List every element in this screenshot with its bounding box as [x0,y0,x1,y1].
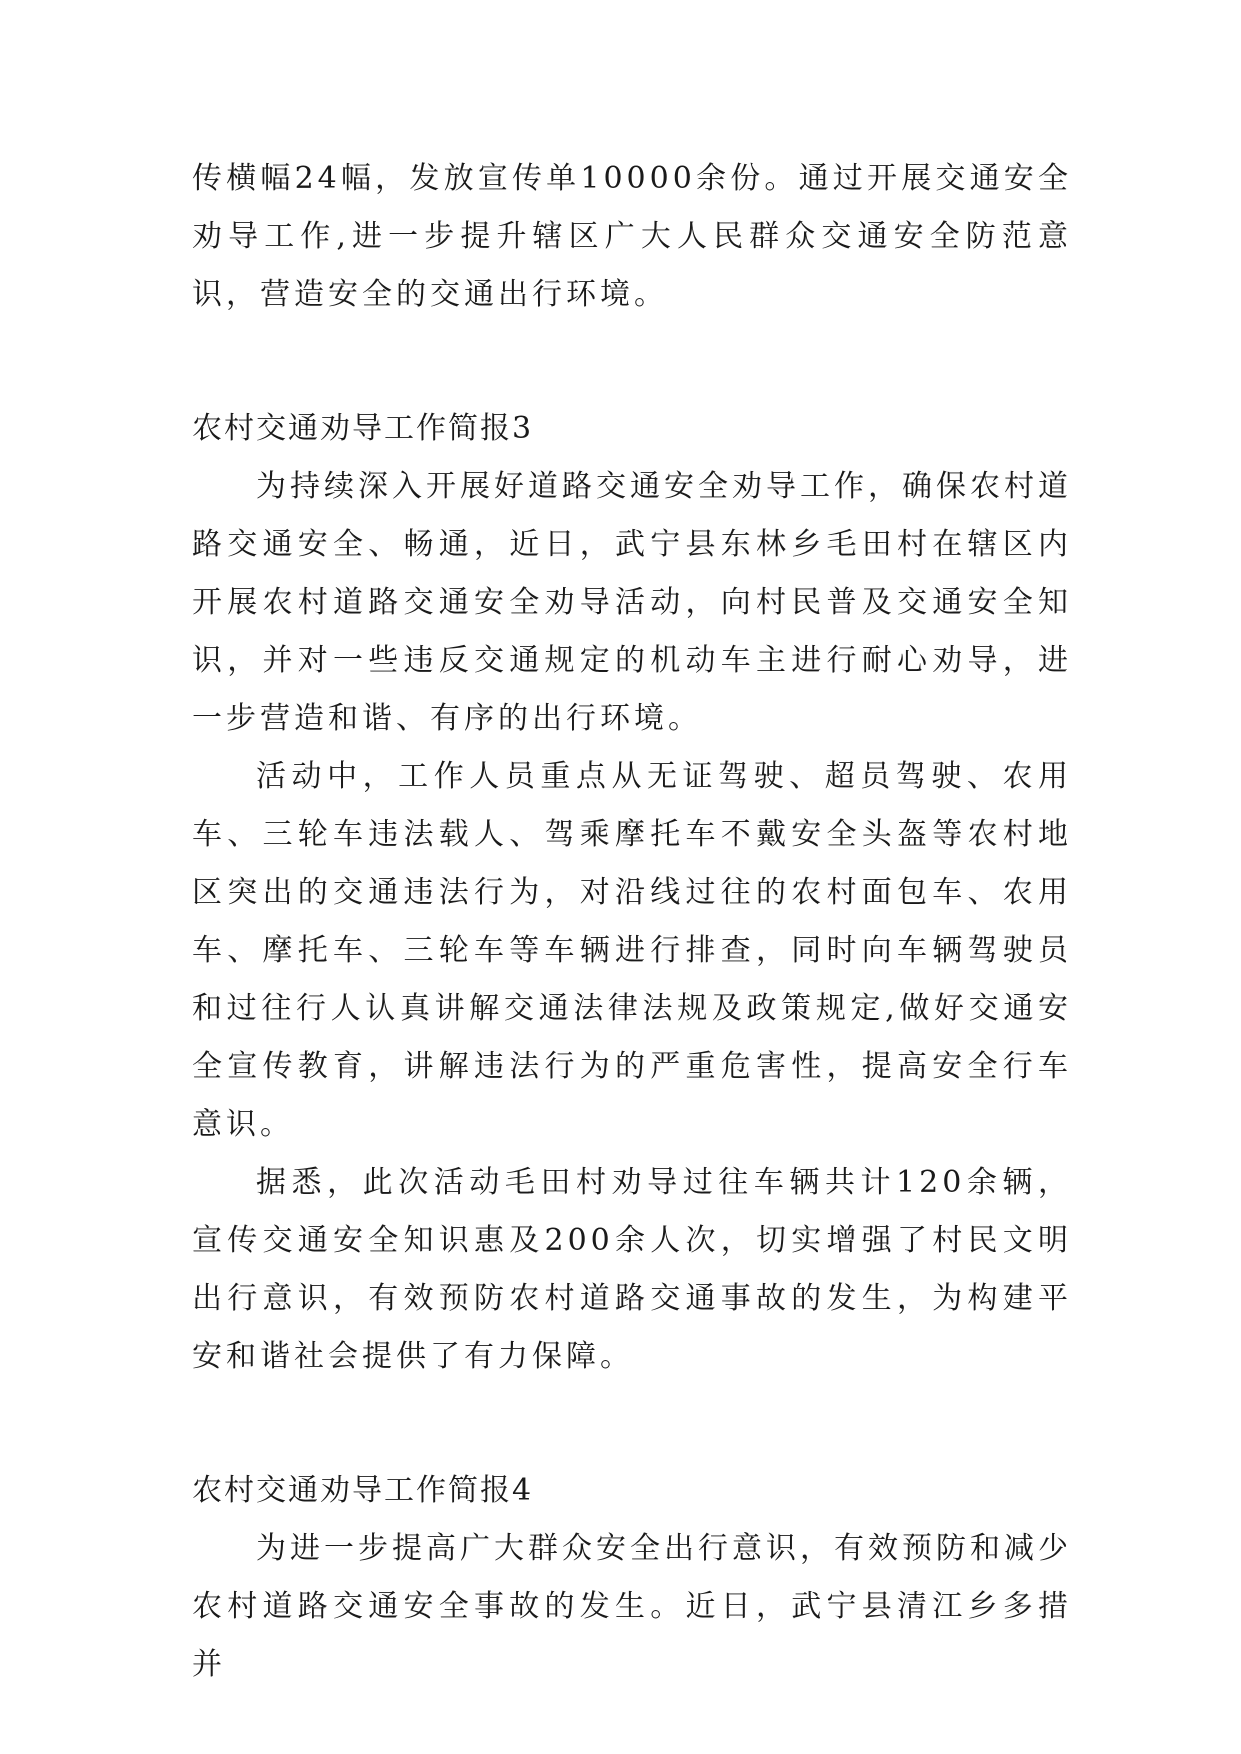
opening-paragraph: 传横幅24幅，发放宣传单10000余份。通过开展交通安全劝导工作,进一步提升辖区广大人民群众交通安全防范意识，营造安全的交通出行环境。 [192,161,1072,312]
section-3-paragraph-3: 据悉，此次活动毛田村劝导过往车辆共计120余辆，宣传交通安全知识惠及200余人次，切实增强了村民文明出行意识，有效预防农村道路交通事故的发生，为构建平安和谐社会提供了有力保障。 [192,1165,1072,1374]
section-3-paragraph-1: 为持续深入开展好道路交通安全劝导工作，确保农村道路交通安全、畅通，近日，武宁县东林乡毛田村在辖区内开展农村道路交通安全劝导活动，向村民普及交通安全知识，并对一些违反交通规定的机动车主进行耐心劝导，进一步营造和谐、有序的出行环境。 [192,469,1072,736]
section-4-title: 农村交通劝导工作简报4 [192,1473,534,1508]
document-body [192,150,1072,1694]
section-3-title: 农村交通劝导工作简报3 [192,411,534,446]
section-3-paragraph-2: 活动中，工作人员重点从无证驾驶、超员驾驶、农用车、三轮车违法载人、驾乘摩托车不戴安全头盔等农村地区突出的交通违法行为，对沿线过往的农村面包车、农用车、摩托车、三轮车等车辆进行排查，同时向车辆驾驶员和过往行人认真讲解交通法律法规及政策规定,做好交通安全宣传教育，讲解违法行为的严重危害性，提高安全行车意识。 [192,759,1072,1142]
section-4-paragraph-1: 为进一步提高广大群众安全出行意识，有效预防和减少农村道路交通安全事故的发生。近日，武宁县清江乡多措并 [192,1531,1072,1682]
